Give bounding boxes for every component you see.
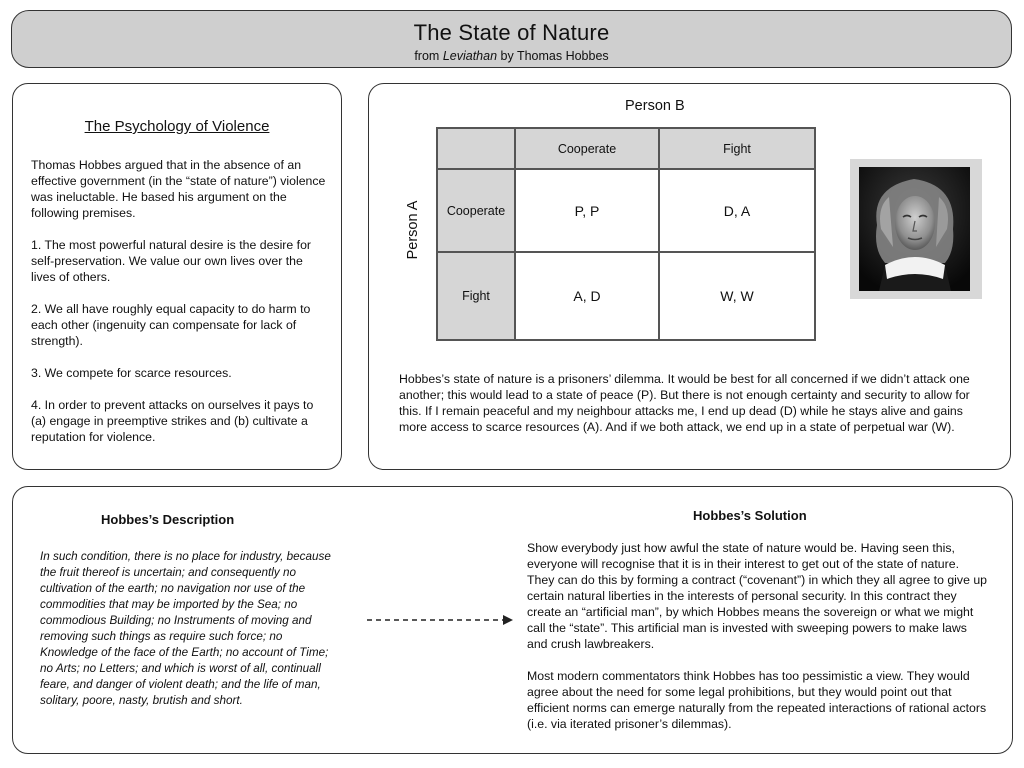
subtitle-prefix: from [414, 49, 443, 63]
solution-paragraph-1: Show everybody just how awful the state of nature would be. Having seen this, everyone will recognise that it is in their interest to get out of the state of nature. They can do this by forming a contract (“covenant”) in which they all agree to give up certain natural liberties in the interests of personal security. In this contract they create an “artificial man”, by which Hobbes means the sovereign or what we might call the “state”. This artificial man is invested with sweeping powers to make laws and crush lawbreakers. [527, 541, 987, 651]
subtitle-suffix: by Thomas Hobbes [497, 49, 609, 63]
col-header-fight: Fight [659, 128, 815, 169]
solution-paragraph-2: Most modern commentators think Hobbes has too pessimistic a view. They would agree about the need for some legal prohibitions, but they would point out that efficient norms can emerge naturally from the repeated interactions of rational actors (i.e. via iterated prisoner’s dilemmas). [527, 669, 987, 731]
description-title: Hobbes’s Description [101, 512, 235, 527]
matrix-description: Hobbes’s state of nature is a prisoners’ dilemma. It would be best for all concerned if we didn’t attack one another; this would lead to a state of peace (P). But there is not enough certainty and security to allow for this. If I remain peaceful and my neighbour attacks me, I end up dead (D) while he stays alive and gains more access to scarce resources (A). And if we both attack, we end up in a state of perpetual war (W). [399, 372, 970, 434]
premise-2: 2. We all have roughly equal capacity to do harm to each other (ingenuity can compensate for lack of strength). [31, 302, 311, 348]
row-header-cooperate: Cooperate [437, 169, 515, 252]
portrait-drawing [859, 167, 970, 291]
psychology-intro: Thomas Hobbes argued that in the absence of an effective government (in the “state of nature”) violence was ineluctable. He based his argument on the following premises. [31, 158, 326, 220]
subtitle-book: Leviathan [442, 49, 498, 63]
premise-3: 3. We compete for scarce resources. [31, 366, 232, 380]
payoff-matrix-panel [368, 83, 1011, 470]
payoff-matrix [436, 127, 816, 341]
psychology-title: The Psychology of Violence [84, 118, 270, 135]
page-title: The State of Nature [413, 20, 610, 45]
cell-fight-cooperate: A, D [515, 252, 659, 340]
cell-cooperate-fight: D, A [659, 169, 815, 252]
row-header-fight: Fight [437, 252, 515, 340]
arrow-right-icon [365, 613, 515, 627]
cell-cooperate-cooperate: P, P [515, 169, 659, 252]
premise-4: 4. In order to prevent attacks on ourselves it pays to (a) engage in preemptive strikes and (b) cultivate a reputation for violence. [31, 398, 314, 444]
description-quote: In such condition, there is no place for industry, because the fruit thereof is uncertain; and consequently no cultivation of the earth; no navigation nor use of the commodities that may be imported by the Sea; no commodious Building; no Instruments of moving and removing such things as require such force; no Knowledge of the face of the Earth; no account of Time; no Arts; no Letters; and which is worst of all, continuall feare, and danger of violent death; and the life of man, solitary, poore, nasty, brutish and short. [40, 550, 331, 707]
psychology-body [31, 157, 329, 461]
solution-title: Hobbes’s Solution [693, 508, 807, 523]
person-b-label: Person B [625, 98, 685, 114]
premise-1: 1. The most powerful natural desire is the desire for self-preservation. We value our own lives over the lives of others. [31, 238, 312, 284]
cell-fight-fight: W, W [659, 252, 815, 340]
person-a-label: Person A [405, 200, 421, 260]
matrix-corner [437, 128, 515, 169]
solution-body [527, 540, 989, 748]
col-header-cooperate: Cooperate [515, 128, 659, 169]
psychology-panel [12, 83, 342, 470]
description-solution-panel [12, 486, 1013, 754]
page-subtitle [12, 49, 1011, 63]
header-banner [11, 10, 1012, 68]
hobbes-portrait-icon [850, 159, 982, 299]
